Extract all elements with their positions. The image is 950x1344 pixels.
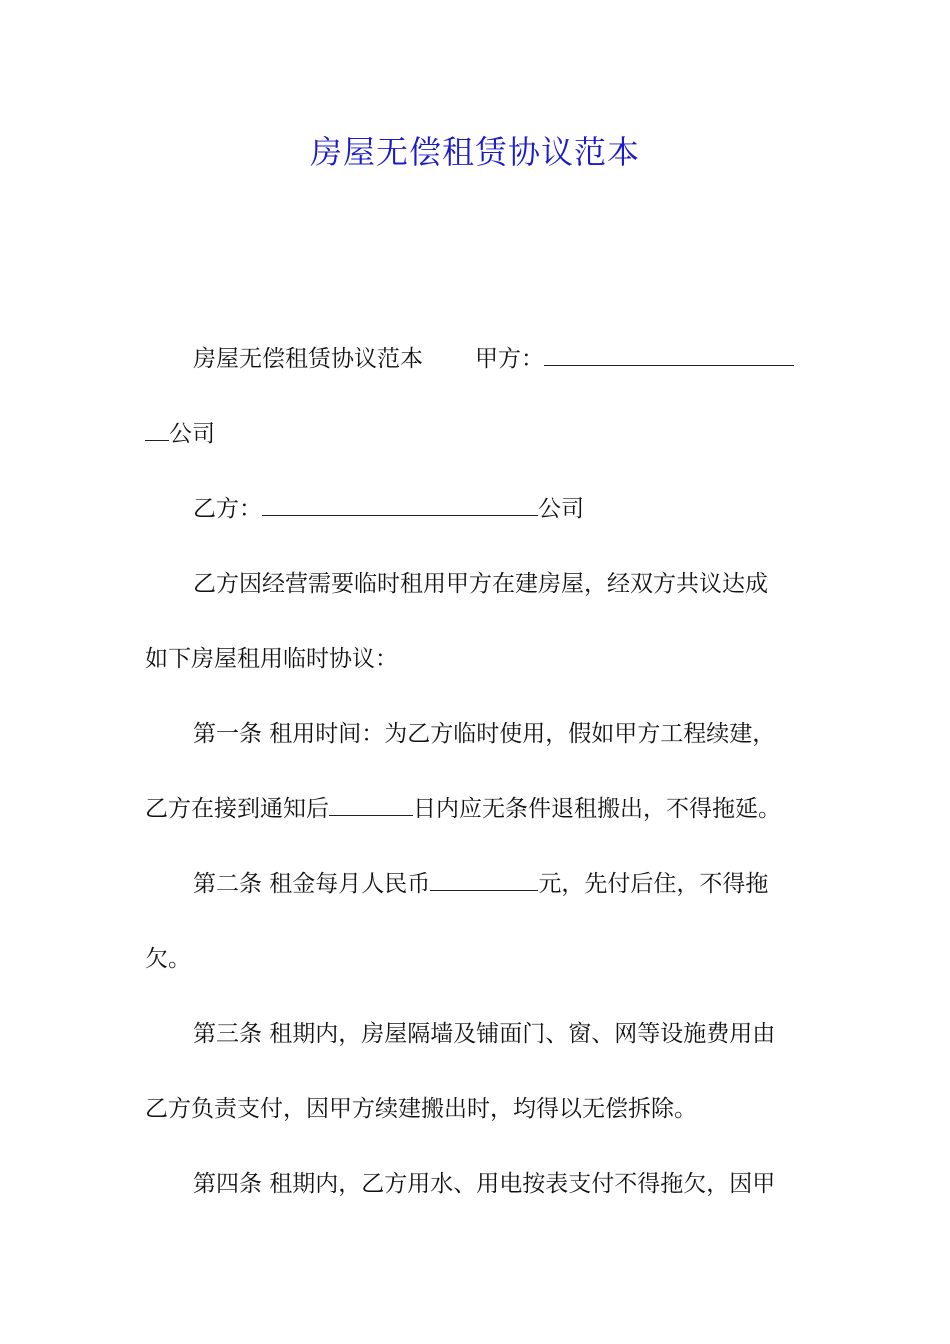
article-2-line-2: 欠。 (145, 946, 191, 972)
paragraph-line (145, 1072, 805, 1147)
paragraph-line (145, 472, 805, 547)
article-1-line-2b: 日内应无条件退租搬出，不得拖延。 (413, 796, 781, 822)
paragraph-line (145, 1147, 805, 1222)
article-2-line-1a: 第二条 租金每月人民币 (193, 871, 431, 897)
party-b-company: 公司 (538, 496, 584, 522)
intro-text: 房屋无偿租赁协议范本 (193, 346, 423, 372)
rent-blank (430, 868, 538, 891)
paragraph-line (145, 922, 805, 997)
party-a-label: 甲方： (475, 346, 544, 372)
paragraph-line (145, 772, 805, 847)
party-a-blank (544, 343, 794, 366)
article-4-line-1: 第四条 租期内，乙方用水、用电按表支付不得拖欠，因甲 (193, 1171, 776, 1197)
article-3-line-1: 第三条 租期内，房屋隔墙及铺面门、窗、网等设施费用由 (193, 1021, 776, 1047)
party-b-label: 乙方： (193, 496, 262, 522)
party-b-blank (262, 493, 538, 516)
paragraph-line (145, 697, 805, 772)
paragraph-line (145, 622, 805, 697)
paragraph-line (145, 397, 805, 472)
preamble-line-1: 乙方因经营需要临时租用甲方在建房屋，经双方共议达成 (193, 571, 768, 597)
article-2-line-1b: 元，先付后住，不得拖 (538, 871, 769, 897)
article-1-line-2a: 乙方在接到通知后 (145, 796, 329, 822)
days-blank (329, 793, 413, 816)
party-a-company: 公司 (169, 421, 215, 447)
paragraph-line (145, 847, 805, 922)
document-title: 房屋无偿租赁协议范本 (309, 133, 640, 171)
party-a-blank-cont (145, 418, 169, 441)
article-1-line-1: 第一条 租用时间：为乙方临时使用，假如甲方工程续建， (193, 721, 776, 747)
preamble-line-2: 如下房屋租用临时协议： (145, 646, 398, 672)
paragraph-line (145, 997, 805, 1072)
paragraph-line (145, 547, 805, 622)
article-3-line-2: 乙方负责支付，因甲方续建搬出时，均得以无偿拆除。 (145, 1096, 697, 1122)
paragraph-line (145, 322, 805, 397)
